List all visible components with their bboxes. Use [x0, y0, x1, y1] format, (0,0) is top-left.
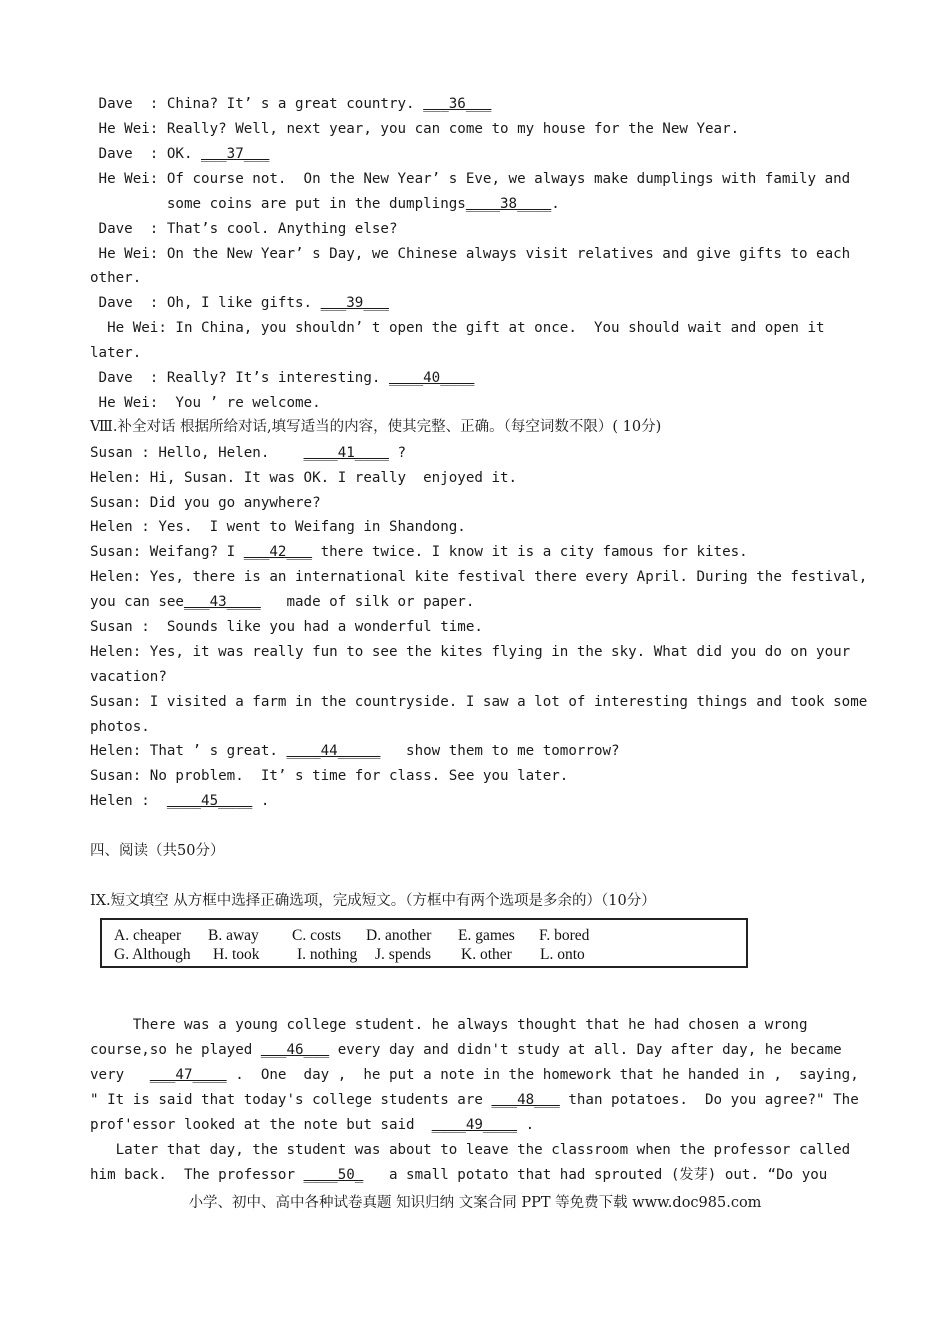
option-i: I. nothing: [297, 946, 358, 963]
passage-line: Later that day, the student was about to leave the classroom when the professor called: [90, 1142, 851, 1158]
passage-line: prof'essor looked at the note but said ____49____ .: [90, 1117, 535, 1133]
passage-line: " It is said that today's college students are ___48___ than potatoes. Do you agree?" The: [90, 1092, 859, 1108]
answer-blank-38[interactable]: ____38____: [465, 196, 552, 212]
answer-blank-47[interactable]: ___47____: [149, 1067, 227, 1083]
word-options-box: [100, 918, 748, 968]
answer-blank-44[interactable]: ____44_____: [286, 743, 381, 759]
section-4-heading: 四、阅读（共50分）: [90, 843, 225, 859]
dialogue-line: you can see___43____ made of silk or paper.: [90, 594, 475, 610]
dialogue-line: Susan: No problem. It’ s time for class. See you later.: [90, 768, 569, 784]
passage-line: him back. The professor ____50_ a small potato that had sprouted (发芽) out. “Do you: [90, 1167, 828, 1183]
dialogue-line: Dave : China? It’ s a great country. ___36___: [90, 96, 492, 112]
dialogue-line: Helen: Yes, there is an international kite festival there every April. During the festival,: [90, 569, 868, 585]
dialogue-line: Dave : That’s cool. Anything else?: [90, 221, 398, 237]
dialogue-line: vacation?: [90, 669, 167, 685]
option-a: A. cheaper: [114, 927, 182, 944]
section-9-heading: IX.短文填空 从方框中选择正确选项，完成短文。（方框中有两个选项是多余的）（10分）: [90, 893, 656, 909]
answer-blank-39[interactable]: ___39___: [320, 295, 389, 311]
dialogue-line: Helen: That ’ s great. ____44_____ show them to me tomorrow?: [90, 743, 620, 759]
answer-blank-48[interactable]: ___48___: [491, 1092, 560, 1108]
answer-blank-42[interactable]: ___42___: [243, 544, 313, 560]
dialogue-line: Susan : Sounds like you had a wonderful time.: [90, 619, 483, 635]
dialogue-line: other.: [90, 270, 142, 286]
option-e: E. games: [458, 927, 515, 944]
option-b: B. away: [208, 927, 259, 944]
answer-blank-40[interactable]: ____40____: [388, 370, 475, 386]
section-8-heading: Ⅷ.补全对话 根据所给对话,填写适当的内容，使其完整、正确。（每空词数不限）( 10分): [90, 419, 662, 435]
answer-blank-50[interactable]: ____50_: [303, 1167, 364, 1183]
dialogue-line: Susan: I visited a farm in the countryside. I saw a lot of interesting things and took some: [90, 694, 868, 710]
option-g: G. Although: [114, 946, 191, 963]
dialogue-line: He Wei: Really? Well, next year, you can come to my house for the New Year.: [90, 121, 740, 137]
dialogue-line: later.: [90, 345, 142, 361]
answer-blank-49[interactable]: ____49____: [431, 1117, 518, 1133]
dialogue-line: He Wei: In China, you shouldn’ t open the gift at once. You should wait and open it: [90, 320, 825, 336]
option-h: H. took: [213, 946, 260, 963]
dialogue-line: Susan: Weifang? I ___42___ there twice. I know it is a city famous for kites.: [90, 544, 748, 560]
dialogue-line: Dave : Oh, I like gifts. ___39___: [90, 295, 389, 311]
answer-blank-43[interactable]: ___43____: [183, 594, 261, 610]
option-f: F. bored: [539, 927, 590, 944]
dialogue-line: Susan : Hello, Helen. ____41____ ?: [90, 445, 407, 461]
dialogue-line: Helen : ____45____ .: [90, 793, 270, 809]
answer-blank-45[interactable]: ____45____: [166, 793, 253, 809]
dialogue-line: Helen : Yes. I went to Weifang in Shandong.: [90, 519, 466, 535]
dialogue-line: some coins are put in the dumplings____38____.: [90, 196, 560, 212]
page-footer: 小学、初中、高中各种试卷真题 知识归纳 文案合同 PPT 等免费下载 www.doc985.com: [188, 1195, 762, 1211]
option-c: C. costs: [292, 927, 342, 944]
option-d: D. another: [366, 927, 432, 944]
answer-blank-37[interactable]: ___37___: [201, 146, 270, 162]
answer-blank-36[interactable]: ___36___: [423, 96, 492, 112]
option-j: J. spends: [375, 946, 431, 963]
dialogue-line: He Wei: On the New Year’ s Day, we Chinese always visit relatives and give gifts to each: [90, 246, 851, 262]
passage-line: There was a young college student. he always thought that he had chosen a wrong: [90, 1017, 808, 1033]
option-k: K. other: [461, 946, 512, 963]
dialogue-line: Dave : OK. ___37___: [90, 146, 270, 162]
dialogue-line: He Wei: You ’ re welcome.: [90, 395, 321, 411]
passage-line: course,so he played ___46___ every day and didn't study at all. Day after day, he became: [90, 1042, 842, 1058]
dialogue-line: Helen: Yes, it was really fun to see the kites flying in the sky. What did you do on your: [90, 644, 851, 660]
passage-line: very ___47____ . One day , he put a note in the homework that he handed in , saying,: [90, 1067, 859, 1083]
dialogue-line: photos.: [90, 719, 150, 735]
dialogue-line: Helen: Hi, Susan. It was OK. I really enjoyed it.: [90, 470, 518, 486]
option-l: L. onto: [540, 946, 585, 963]
answer-blank-41[interactable]: ____41____: [303, 445, 389, 461]
dialogue-line: Dave : Really? It’s interesting. ____40____: [90, 370, 475, 386]
answer-blank-46[interactable]: ___46___: [260, 1042, 330, 1058]
dialogue-line: Susan: Did you go anywhere?: [90, 495, 321, 511]
dialogue-line: He Wei: Of course not. On the New Year’ s Eve, we always make dumplings with family and: [90, 171, 851, 187]
